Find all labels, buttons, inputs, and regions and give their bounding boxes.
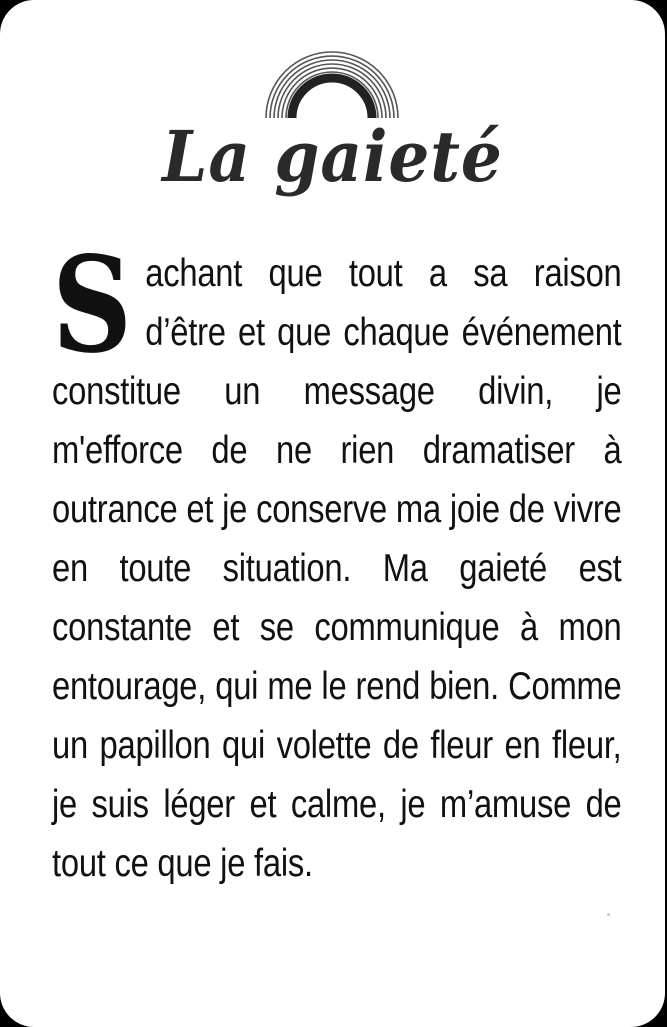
rainbow-icon — [262, 48, 402, 120]
card-title: La gaieté — [162, 115, 503, 198]
card-body — [52, 228, 622, 893]
print-speck — [607, 913, 610, 916]
body-text: achant que tout a sa raison d’être et que chaque événement constitue un message divin, je m'efforce de ne rien dramatiser à outrance et je conserve ma joie de vivre en toute situation. Ma gaieté est constante et se communique à mon entourage, qui me le rend bien. Comme un papillon qui volette de fleur en fleur, je suis léger et calme, je m’amuse de tout ce que je fais. — [52, 252, 622, 885]
drop-cap: S — [52, 228, 132, 383]
